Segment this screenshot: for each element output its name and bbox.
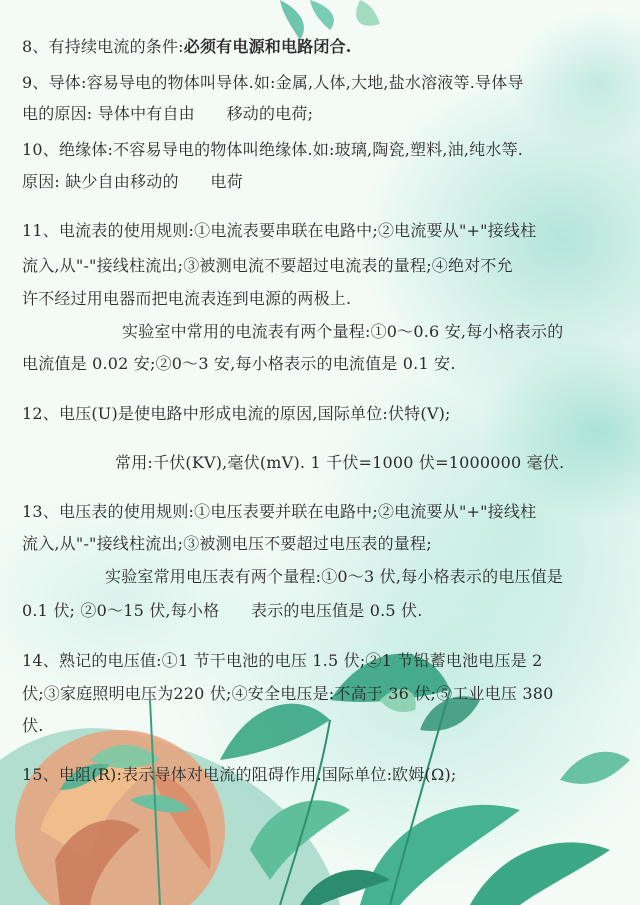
line-13-c: [105, 566, 563, 588]
line-13-d: [22, 600, 423, 622]
line-11-c-text: 许不经过用电器而把电流表连到电源的两极上.: [22, 289, 352, 308]
line-9-b: [22, 103, 313, 125]
line-10-a: [22, 139, 523, 161]
line-11-e: [22, 353, 456, 375]
line-12-b-text: 常用:千伏(KV),毫伏(mV). 1 千伏=1000 伏=1000000 毫伏.: [115, 453, 565, 472]
line-14-c: [22, 715, 44, 737]
line-9-a-text: 9、导体:容易导电的物体叫导体.如:金属,人体,大地,盐水溶液等.导体导: [22, 73, 524, 92]
line-8-bold: 必须有电源和电路闭合.: [183, 37, 352, 56]
line-14-b-text: 伏;③家庭照明电压为220 伏;④安全电压是:不高于 36 伏;⑤工业电压 380: [22, 684, 554, 703]
line-13-b-text: 流入,从"-"接线柱流出;③被测电压不要超过电压表的量程;: [22, 534, 432, 553]
line-13-a: [22, 501, 536, 523]
line-13-a-text: 13、电压表的使用规则:①电压表要并联在电路中;②电流要从"+"接线柱: [22, 502, 537, 521]
line-14-a-text: 14、熟记的电压值:①1 节干电池的电压 1.5 伏;②1 节铅蓄电池电压是 2: [22, 651, 543, 670]
line-13-b: [22, 533, 432, 555]
line-11-e-text: 电流值是 0.02 安;②0～3 安,每小格表示的电流值是 0.1 安.: [22, 354, 456, 373]
line-10-a-text: 10、绝缘体:不容易导电的物体叫绝缘体.如:玻璃,陶瓷,塑料,油,纯水等.: [22, 140, 524, 159]
line-10-b-text: 原因: 缺少自由移动的 电荷: [22, 172, 243, 191]
line-8-text: 8、有持续电流的条件:: [22, 37, 184, 56]
line-11-c: [22, 288, 351, 310]
line-9-a: [22, 72, 524, 94]
line-11-b-text: 流入,从"-"接线柱流出;③被测电流不要超过电流表的量程;④绝对不允: [22, 256, 513, 275]
line-11-b: [22, 255, 513, 277]
line-10-b: [22, 171, 243, 193]
line-12-a-text: 12、电压(U)是使电路中形成电流的原因,国际单位:伏特(V);: [22, 404, 451, 423]
line-11-a: [22, 220, 536, 242]
line-14-a: [22, 650, 543, 672]
line-9-b-text: 电的原因: 导体中有自由 移动的电荷;: [22, 104, 314, 123]
line-8: [22, 36, 352, 58]
line-14-c-text: 伏.: [22, 716, 44, 735]
line-11-a-text: 11、电流表的使用规则:①电流表要串联在电路中;②电流要从"+"接线柱: [22, 221, 537, 240]
line-15-text: 15、电阻(R):表示导体对电流的阻碍作用.国际单位:欧姆(Ω);: [22, 765, 457, 784]
line-12-a: [22, 403, 451, 425]
line-15: [22, 764, 457, 786]
line-13-c-text: 实验室常用电压表有两个量程:①0～3 伏,每小格表示的电压值是: [105, 567, 564, 586]
line-14-b: [22, 683, 554, 705]
line-12-b: [115, 452, 564, 474]
line-11-d: [122, 321, 563, 343]
line-11-d-text: 实验室中常用的电流表有两个量程:①0～0.6 安,每小格表示的: [122, 322, 564, 341]
line-13-d-text: 0.1 伏; ②0～15 伏,每小格 表示的电压值是 0.5 伏.: [22, 601, 423, 620]
